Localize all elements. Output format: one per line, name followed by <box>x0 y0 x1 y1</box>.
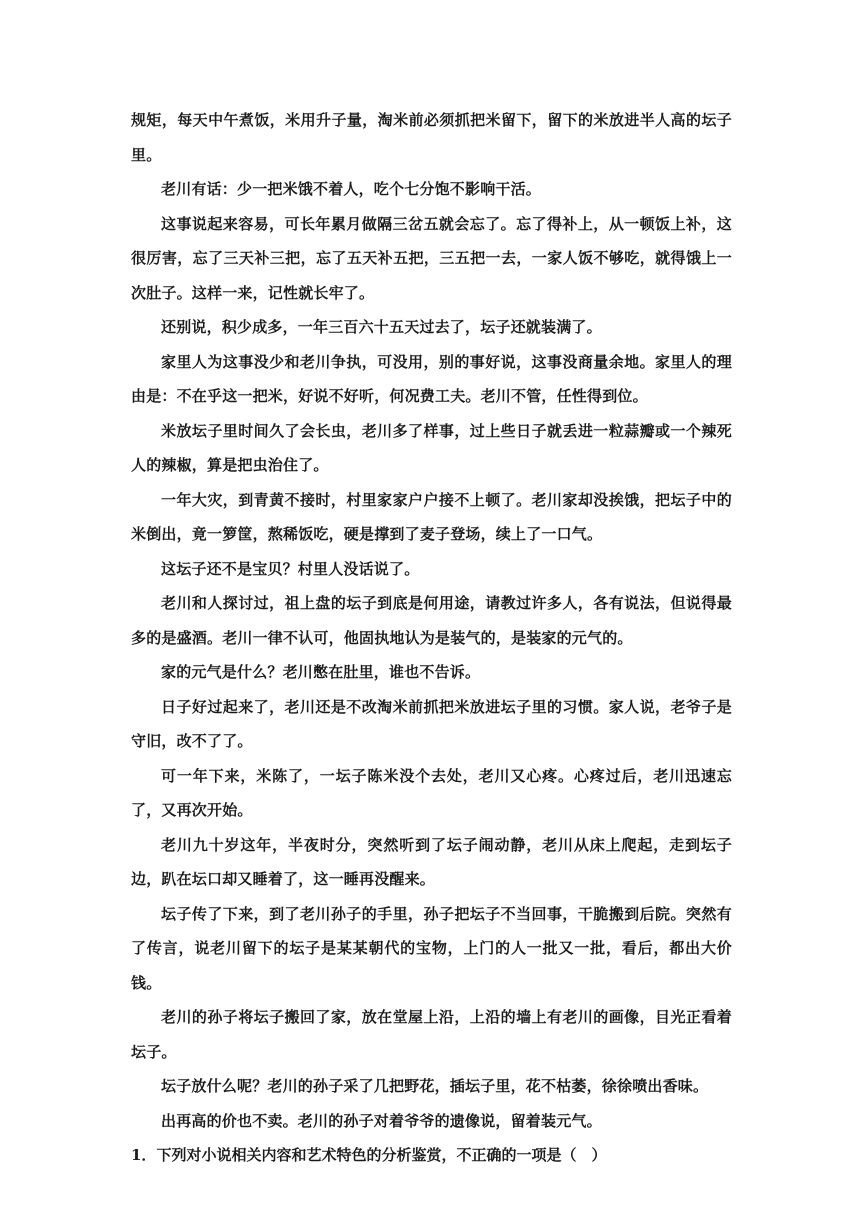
story-paragraph: 还别说，积少成多，一年三百六十五天过去了，坛子还就装满了。 <box>161 318 602 336</box>
story-paragraph: 这事说起来容易，可长年累月做隔三岔五就会忘了。忘了得补上，从一顿饭上补，这很厉害，忘了三天补三把，忘了五天补五把，三五把一去，一家人饭不够吃，就得饿上一次肚子。这样一来，记性就长牢了。 <box>131 214 732 302</box>
story-paragraph: 家的元气是什么？老川憋在肚里，谁也不告诉。 <box>161 663 481 681</box>
story-paragraph: 可一年下来，米陈了，一坛子陈米没个去处，老川又心疼。心疼过后，老川迅速忘了，又再次开始。 <box>131 766 732 819</box>
story-paragraph: 一年大灾，到青黄不接时，村里家家户户接不上顿了。老川家却没挨饿，把坛子中的米倒出，竟一箩筐，熬稀饭吃，硬是撑到了麦子登场，续上了一口气。 <box>131 490 732 543</box>
story-paragraph: 规矩，每天中午煮饭，米用升子量，淘米前必须抓把米留下，留下的米放进半人高的坛子里。 <box>131 111 732 164</box>
story-paragraph: 坛子放什么呢？老川的孙子采了几把野花，插坛子里，花不枯萎，徐徐喷出香味。 <box>161 1077 709 1095</box>
story-paragraph: 日子好过起来了，老川还是不改淘米前抓把米放进坛子里的习惯。家人说，老爷子是守旧，改不了了。 <box>131 697 732 750</box>
story-paragraph: 出再高的价也不卖。老川的孙子对着爷爷的遗像说，留着装元气。 <box>161 1111 602 1130</box>
question-1 <box>131 1138 732 1173</box>
question-text: 下列对小说相关内容和艺术特色的分析鉴赏，不正确的一项是（ ） <box>156 1146 607 1164</box>
story-paragraph: 米放坛子里时间久了会长虫，老川多了样事，过上些日子就丢进一粒蒜瓣或一个辣死人的辣椒，算是把虫治住了。 <box>131 421 732 474</box>
story-paragraph: 老川有话：少一把米饿不着人，吃个七分饱不影响干活。 <box>161 180 542 198</box>
story-paragraph: 这坛子还不是宝贝？村里人没话说了。 <box>161 559 420 578</box>
question-number: 1． <box>131 1146 157 1164</box>
story-paragraph: 老川的孙子将坛子搬回了家，放在堂屋上沿，上沿的墙上有老川的画像，目光正看着坛子。 <box>131 1008 732 1061</box>
story-paragraph: 坛子传了下来，到了老川孙子的手里，孙子把坛子不当回事，干脆搬到后院。突然有了传言，说老川留下的坛子是某某朝代的宝物，上门的人一批又一批，看后，都出大价钱。 <box>131 904 732 992</box>
story-paragraph: 家里人为这事没少和老川争执，可没用，别的事好说，这事没商量余地。家里人的理由是：不在乎这一把米，好说不好听，何况费工夫。老川不管，任性得到位。 <box>131 352 732 405</box>
story-body <box>131 103 732 1138</box>
story-paragraph: 老川和人探讨过，祖上盘的坛子到底是何用途，请教过许多人，各有说法，但说得最多的是盛酒。老川一律不认可，他固执地认为是装气的，是装家的元气的。 <box>131 594 732 647</box>
story-paragraph: 老川九十岁这年，半夜时分，突然听到了坛子闹动静，老川从床上爬起，走到坛子边，趴在坛口却又睡着了，这一睡再没醒来。 <box>131 835 732 888</box>
